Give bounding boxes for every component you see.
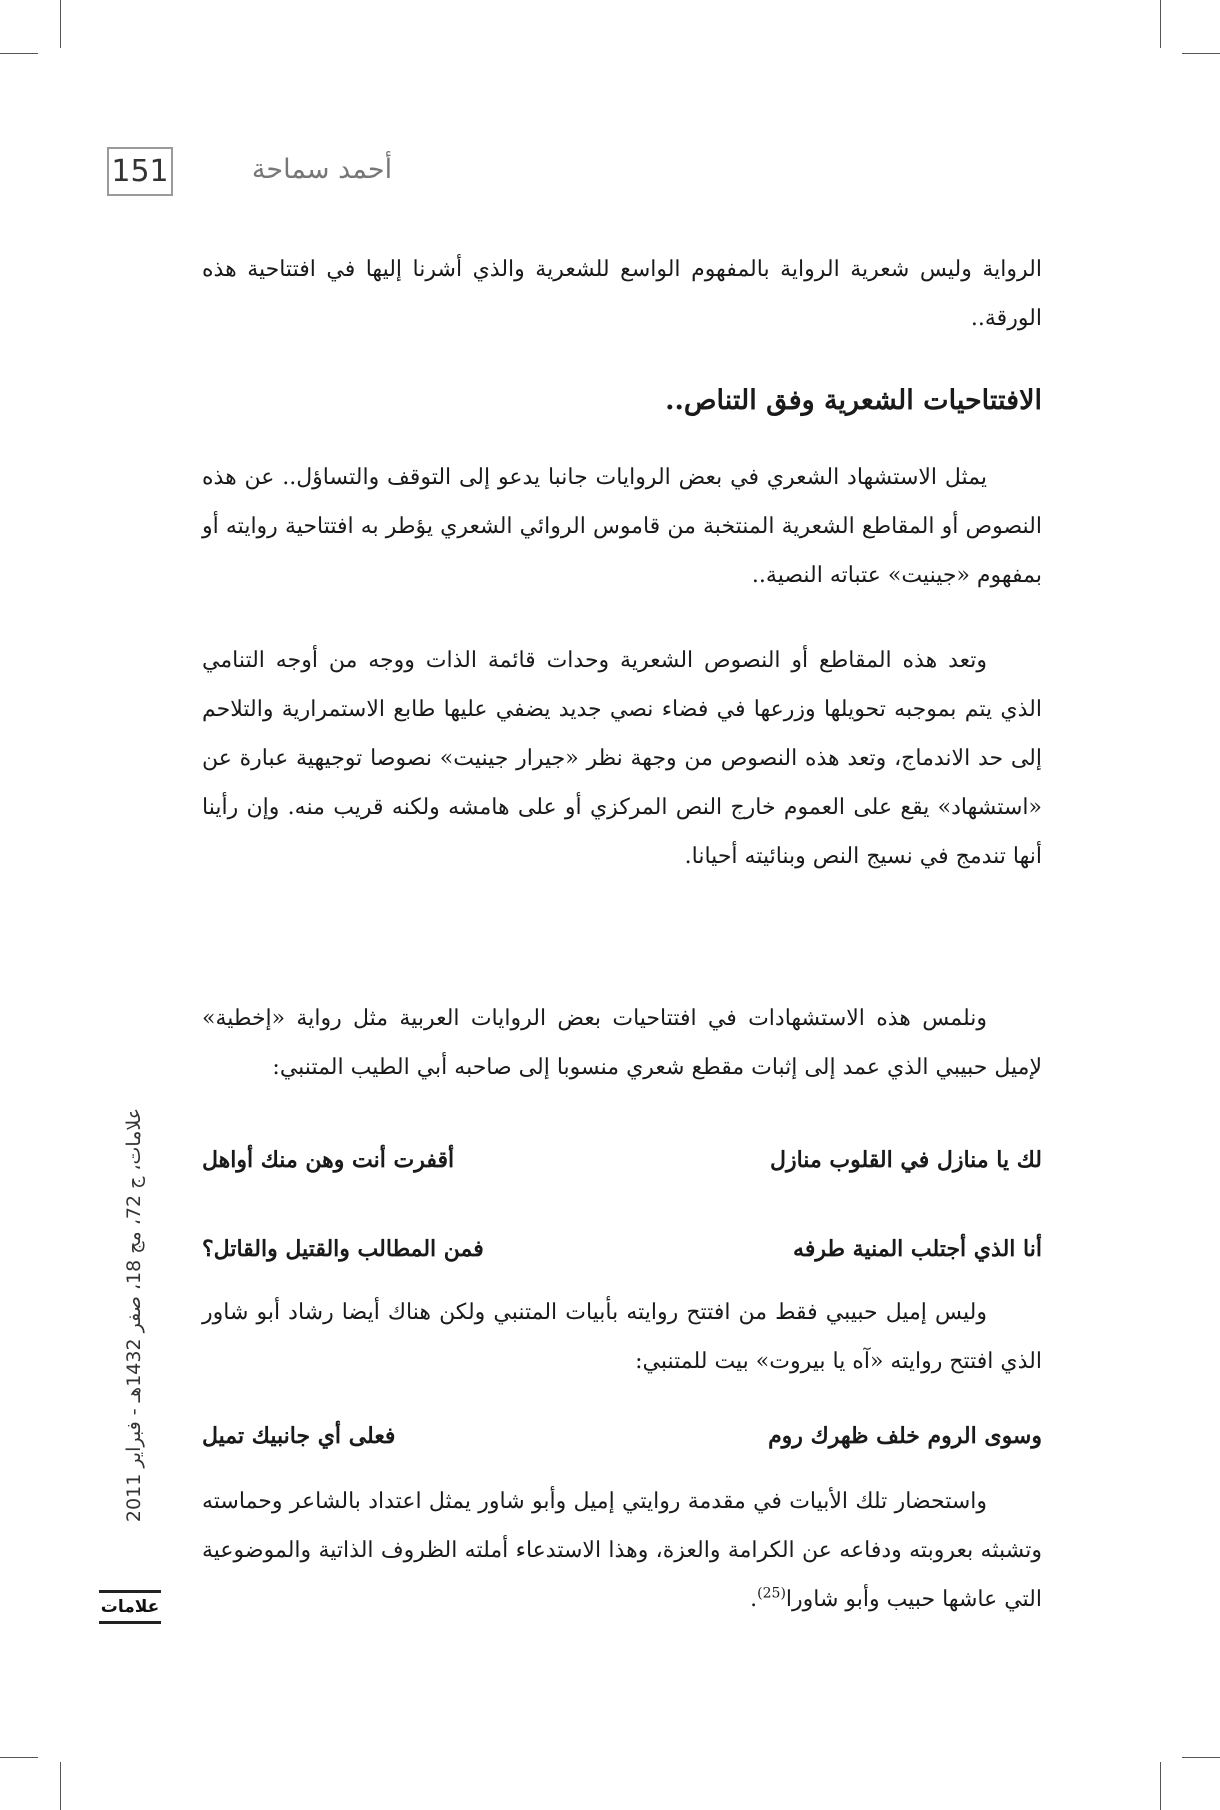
verse-hemistich: فعلى أي جانبيك تميل bbox=[202, 1423, 396, 1449]
verse-hemistich: فمن المطالب والقتيل والقاتل؟ bbox=[202, 1236, 484, 1262]
crop-mark bbox=[1182, 1757, 1220, 1758]
journal-sidebar bbox=[116, 1055, 152, 1575]
crop-mark bbox=[1160, 1762, 1161, 1810]
section-heading: الافتتاحيات الشعرية وفق التناص.. bbox=[665, 385, 1042, 416]
verse-hemistich: وسوى الروم خلف ظهرك روم bbox=[768, 1423, 1042, 1449]
verse-hemistich: لك يا منازل في القلوب منازل bbox=[770, 1147, 1042, 1173]
poem-verse bbox=[202, 1226, 1042, 1272]
paragraph-text: واستحضار تلك الأبيات في مقدمة روايتي إميل وأبو شاور يمثل اعتداد بالشاعر وحماسته وتشبثه بعروبته ودفاعه عن الكرامة والعزة، وهذا الاستدعاء أملته الظروف الذاتية والموضوعية التي عاشها حبيب وأبو شاورا bbox=[202, 1489, 1042, 1612]
crop-mark bbox=[60, 0, 61, 48]
paragraph-end: . bbox=[750, 1587, 758, 1612]
crop-mark bbox=[1182, 53, 1220, 54]
crop-mark bbox=[0, 1757, 38, 1758]
crop-mark bbox=[1160, 0, 1161, 48]
running-header-author: أحمد سماحة bbox=[251, 154, 393, 185]
journal-logo: علامات bbox=[99, 1590, 161, 1624]
paragraph: الرواية وليس شعرية الرواية بالمفهوم الواسع للشعرية والذي أشرنا إليها في افتتاحية هذه الورقة.. bbox=[202, 257, 1042, 331]
paragraph: يمثل الاستشهاد الشعري في بعض الروايات جانبا يدعو إلى التوقف والتساؤل.. عن هذه النصوص أو المقاطع الشعرية المنتخبة من قاموس الروائي الشعري يؤطر به افتتاحية روايته أو بمفهوم «جينيت» عتباته النصية.. bbox=[202, 465, 1042, 588]
journal-issue-info: علامات، ج 72، مج 18، صفر 1432هـ - فبراير 2011 bbox=[123, 1107, 146, 1523]
poem-verse bbox=[202, 1137, 1042, 1183]
paragraph bbox=[202, 1477, 1042, 1624]
paragraph: وتعد هذه المقاطع أو النصوص الشعرية وحدات قائمة الذات ووجه من أوجه التنامي الذي يتم بموجبه تحويلها وزرعها في فضاء نصي جديد يضفي عليها طابع الاستمرارية والتلاحم إلى حد الاندماج، وتعد هذه النصوص من وجهة نظر «جيرار جينيت» نصوصا توجيهية عبارة عن «استشهاد» يقع على العموم خارج النص المركزي أو على هامشه ولكنه قريب منه. وإن رأينا أنها تندمج في نسيج النص وبنائيته أحيانا. bbox=[202, 648, 1043, 869]
poem-verse bbox=[202, 1413, 1042, 1459]
page-number: 151 bbox=[107, 147, 173, 196]
paragraph: وليس إميل حبيبي فقط من افتتح روايته بأبيات المتنبي ولكن هناك أيضا رشاد أبو شاور الذي افتتح روايته «آه يا بيروت» بيت للمتنبي: bbox=[202, 1300, 1042, 1374]
crop-mark bbox=[60, 1762, 61, 1810]
crop-mark bbox=[0, 53, 38, 54]
footnote-reference: (25) bbox=[757, 1585, 786, 1602]
paragraph: ونلمس هذه الاستشهادات في افتتاحيات بعض الروايات العربية مثل رواية «إخطية» لإميل حبيبي الذي عمد إلى إثبات مقطع شعري منسوبا إلى صاحبه أبي الطيب المتنبي: bbox=[202, 1006, 1042, 1080]
verse-hemistich: أنا الذي أجتلب المنية طرفه bbox=[793, 1236, 1042, 1262]
verse-hemistich: أقفرت أنت وهن منك أواهل bbox=[202, 1147, 455, 1173]
